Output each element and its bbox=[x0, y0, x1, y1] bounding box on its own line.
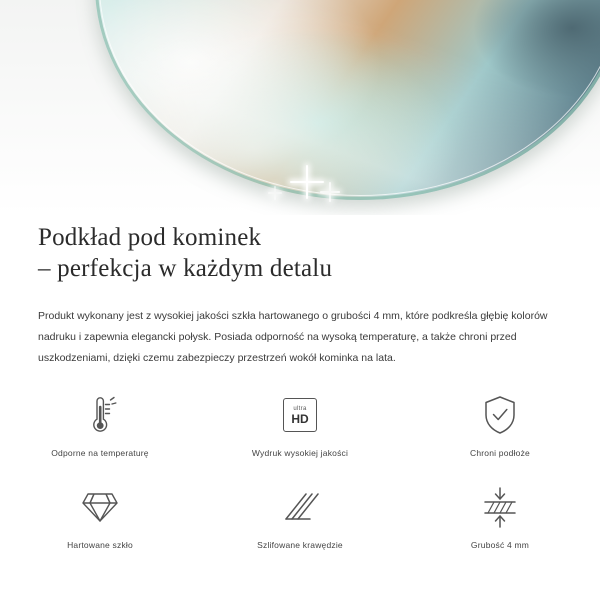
feature-label: Wydruk wysokiej jakości bbox=[251, 448, 349, 458]
badge-top-text: ultra bbox=[293, 405, 307, 412]
description-paragraph: Produkt wykonany jest z wysokiej jakości szkła hartowanego o grubości 4 mm, które podkreśla głębię kolorów nadruku i zapewnia elegancki połysk. Posiada odporność na wysoką temperaturę, a także chroni przed uszkodzeniami, dzięki czemu zabezpieczy przestrzeń wokół kominka na lata. bbox=[38, 310, 548, 364]
diamond-icon bbox=[80, 484, 120, 530]
feature-item-polished-edges bbox=[200, 484, 400, 572]
feature-label: Odporne na temperaturę bbox=[51, 448, 149, 458]
feature-label: Szlifowane krawędzie bbox=[257, 540, 343, 550]
feature-item-surface-protection bbox=[400, 392, 600, 480]
hero-image bbox=[0, 0, 600, 215]
thickness-arrows-icon bbox=[480, 484, 520, 530]
feature-item-tempered-glass bbox=[0, 484, 200, 572]
feature-item-temperature bbox=[0, 392, 200, 480]
feature-label: Grubość 4 mm bbox=[470, 540, 530, 550]
page-title-line-1: Podkład pod kominek bbox=[38, 224, 262, 251]
page-title bbox=[38, 222, 600, 284]
badge-main-text: HD bbox=[291, 411, 309, 426]
feature-item-print-quality bbox=[200, 392, 400, 480]
feature-grid bbox=[0, 392, 600, 572]
page-title-line-2: – perfekcja w każdym detalu bbox=[38, 255, 333, 282]
text-content bbox=[0, 222, 600, 369]
beveled-edge-icon bbox=[280, 484, 320, 530]
feature-label: Hartowane szkło bbox=[67, 540, 133, 550]
feature-item-thickness bbox=[400, 484, 600, 572]
ultra-hd-icon bbox=[283, 392, 317, 438]
shield-check-icon bbox=[482, 392, 518, 438]
feature-label: Chroni podłoże bbox=[470, 448, 530, 458]
thermometer-icon bbox=[83, 392, 117, 438]
